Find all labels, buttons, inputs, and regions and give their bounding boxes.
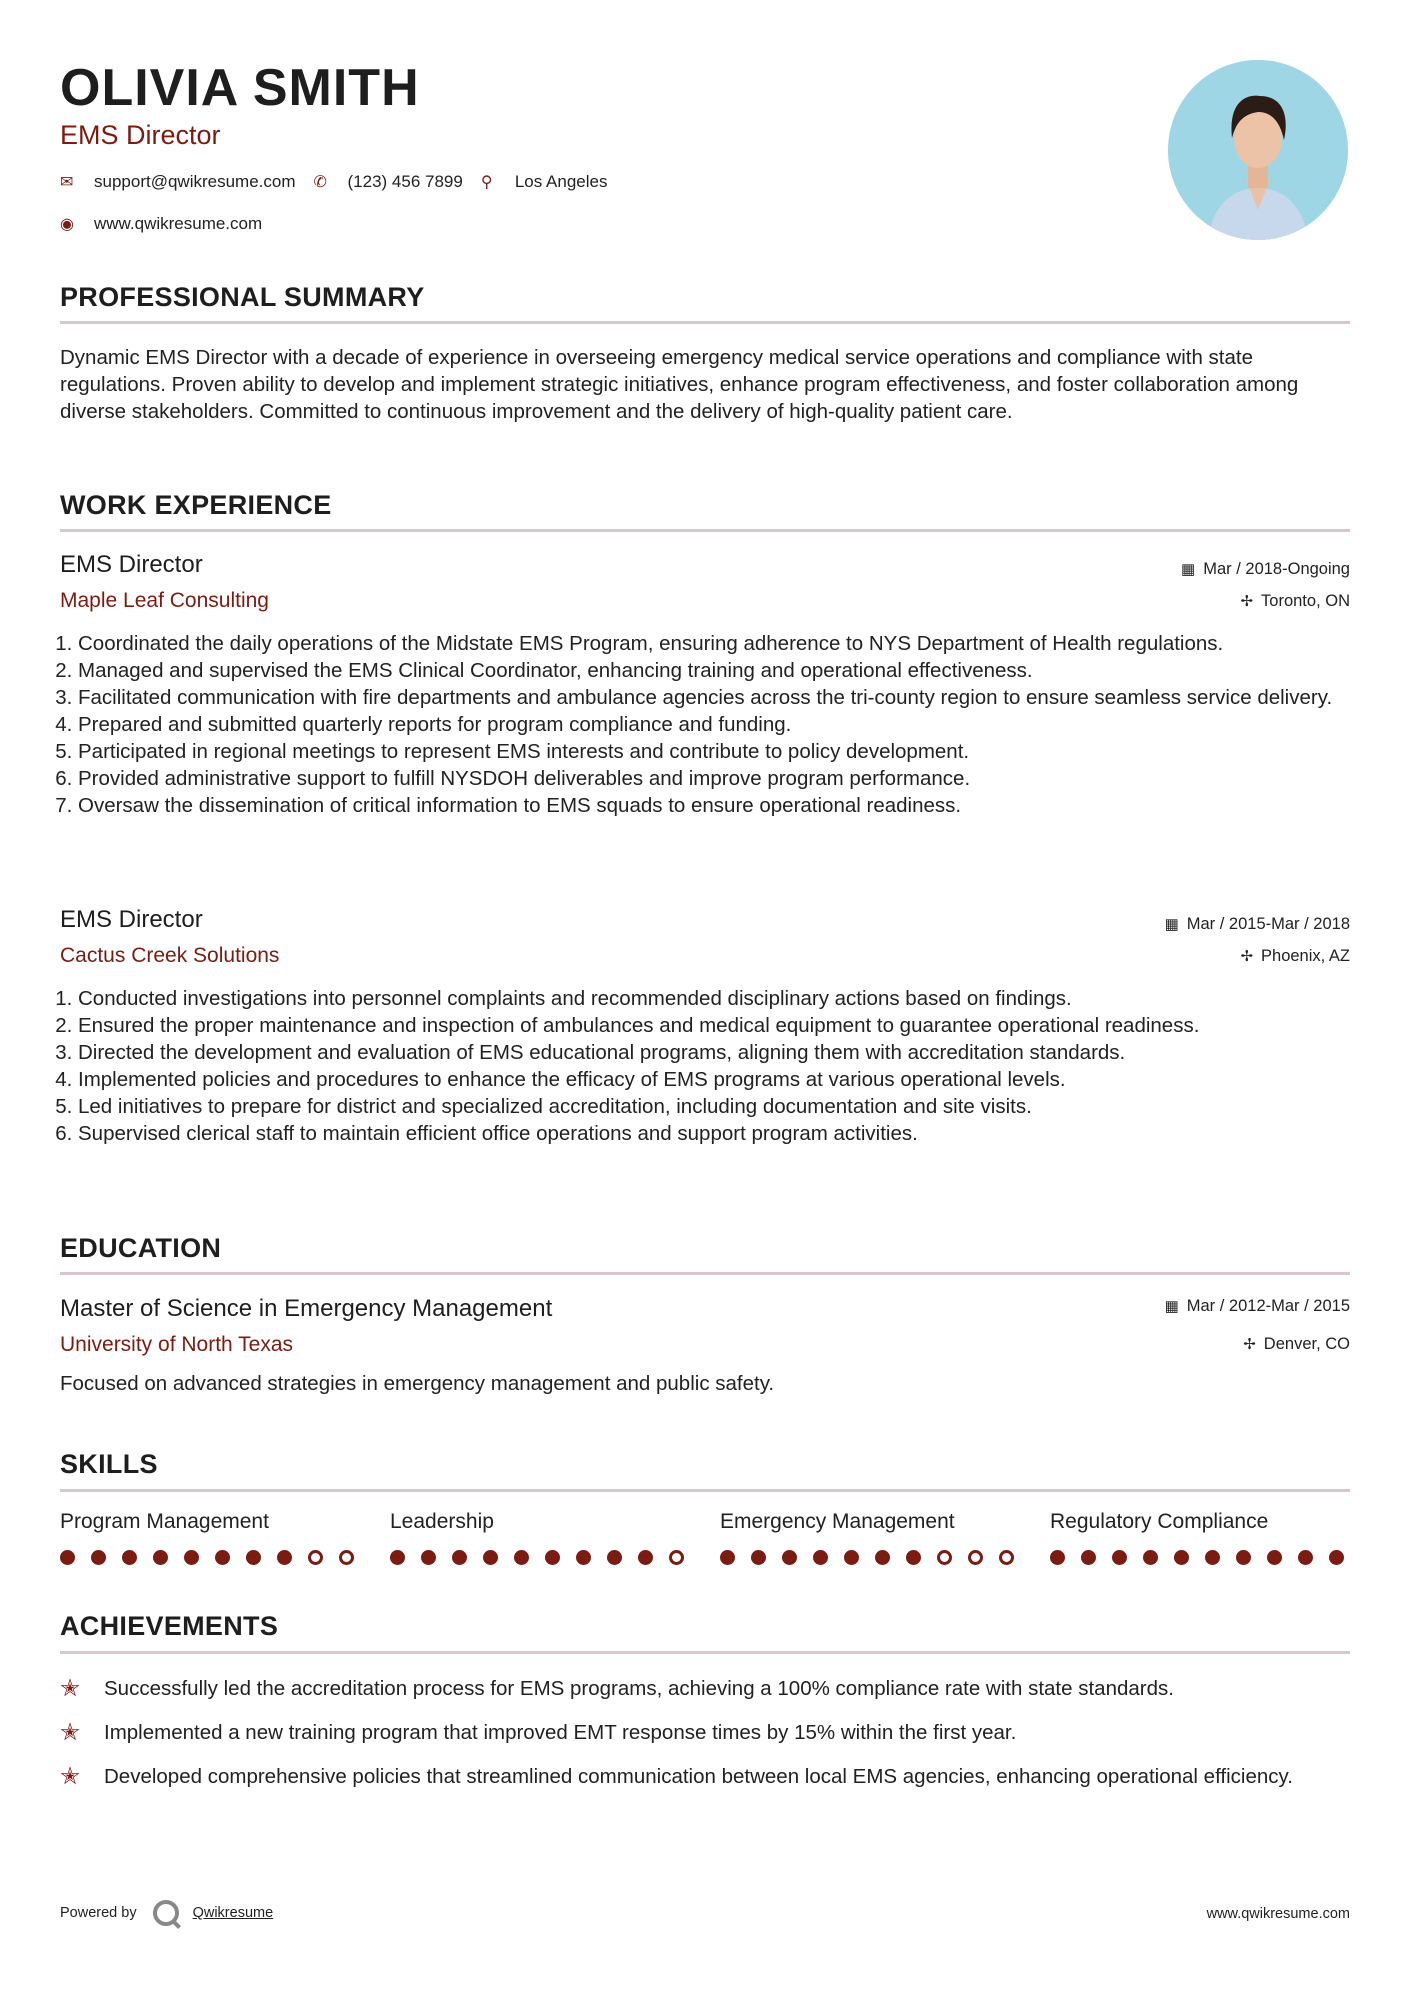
rating-dot-filled — [906, 1550, 921, 1565]
skill-name: Emergency Management — [720, 1510, 955, 1533]
rating-dot-filled — [720, 1550, 735, 1565]
rating-dot-filled — [91, 1550, 106, 1565]
list-item: 4. Implemented policies and procedures to enhance the efficacy of EMS programs at various operational levels. — [78, 1066, 1350, 1093]
rating-dot-filled — [184, 1550, 199, 1565]
phone-icon: ✆ — [313, 174, 327, 191]
rating-dot-filled — [1267, 1550, 1282, 1565]
achievements-divider — [60, 1651, 1350, 1654]
achievement-item — [60, 1675, 1350, 1702]
list-item: 7. Oversaw the dissemination of critical information to EMS squads to ensure operational readiness. — [78, 792, 1350, 819]
skill-regulatory-compliance — [1050, 1510, 1350, 1534]
footer-branding — [60, 1900, 273, 1926]
calendar-icon: ▦ — [1164, 1298, 1179, 1315]
job-2-company: Cactus Creek Solutions — [60, 944, 280, 967]
job-1-dates-text: Mar / 2018-Ongoing — [1203, 560, 1350, 578]
candidate-role: EMS Director — [60, 120, 221, 150]
skill-rating-dots — [60, 1550, 370, 1565]
rating-dot-empty — [937, 1550, 952, 1565]
job-1-company: Maple Leaf Consulting — [60, 589, 269, 612]
rating-dot-filled — [514, 1550, 529, 1565]
job-2-dates-text: Mar / 2015-Mar / 2018 — [1186, 915, 1350, 933]
footer-website[interactable]: www.qwikresume.com — [1206, 1906, 1350, 1922]
rating-dot-empty — [999, 1550, 1014, 1565]
education-school: University of North Texas — [60, 1333, 294, 1356]
summary-heading: PROFESSIONAL SUMMARY — [60, 282, 425, 312]
rating-dot-filled — [1298, 1550, 1313, 1565]
profile-photo — [1168, 60, 1348, 240]
rating-dot-empty — [669, 1550, 684, 1565]
calendar-icon: ▦ — [1181, 561, 1196, 578]
skills-divider — [60, 1489, 1350, 1492]
rating-dot-filled — [1081, 1550, 1096, 1565]
rating-dot-filled — [1329, 1550, 1344, 1565]
star-icon: ✭ — [60, 1763, 81, 1790]
achievement-text: Successfully led the accreditation process for EMS programs, achieving a 100% compliance rate with state standards. — [104, 1677, 1174, 1700]
rating-dot-empty — [968, 1550, 983, 1565]
contact-website[interactable] — [60, 214, 262, 234]
pushpin-icon: ✢ — [1243, 1336, 1256, 1353]
contact-row-2 — [60, 214, 280, 234]
location-text: Los Angeles — [514, 172, 608, 191]
rating-dot-filled — [844, 1550, 859, 1565]
achievement-text: Implemented a new training program that improved EMT response times by 15% within the first year. — [104, 1721, 1017, 1744]
education-dates-text: Mar / 2012-Mar / 2015 — [1186, 1297, 1350, 1315]
candidate-name: OLIVIA SMITH — [60, 59, 420, 117]
rating-dot-filled — [1050, 1550, 1065, 1565]
achievements-heading: ACHIEVEMENTS — [60, 1611, 279, 1641]
achievement-text: Developed comprehensive policies that streamlined communication between local EMS agencies, enhancing operational efficiency. — [104, 1765, 1293, 1788]
education-description: Focused on advanced strategies in emergency management and public safety. — [60, 1372, 775, 1395]
job-2-location — [1240, 947, 1350, 966]
rating-dot-filled — [1236, 1550, 1251, 1565]
job-2-dates — [1165, 915, 1350, 934]
achievement-item — [60, 1719, 1350, 1746]
rating-dot-filled — [638, 1550, 653, 1565]
rating-dot-filled — [452, 1550, 467, 1565]
education-location-text: Denver, CO — [1263, 1335, 1350, 1353]
job-2-bullets — [60, 985, 1350, 1147]
list-item: 5. Led initiatives to prepare for district and specialized accreditation, including documentation and site visits. — [78, 1093, 1350, 1120]
job-1-title: EMS Director — [60, 551, 203, 578]
rating-dot-filled — [277, 1550, 292, 1565]
star-icon: ✭ — [60, 1719, 81, 1746]
brand-link[interactable]: Qwikresume — [192, 1905, 274, 1921]
pushpin-icon: ✢ — [1240, 593, 1254, 610]
rating-dot-filled — [545, 1550, 560, 1565]
education-degree: Master of Science in Emergency Management — [60, 1295, 553, 1322]
list-item: 2. Managed and supervised the EMS Clinical Coordinator, enhancing training and operational effectiveness. — [78, 657, 1350, 684]
list-item: 2. Ensured the proper maintenance and inspection of ambulances and medical equipment to guarantee operational readiness. — [78, 1012, 1350, 1039]
resume-page — [60, 0, 1350, 1990]
rating-dot-filled — [215, 1550, 230, 1565]
education-dates — [1165, 1297, 1350, 1316]
rating-dot-filled — [782, 1550, 797, 1565]
rating-dot-filled — [813, 1550, 828, 1565]
education-location — [1243, 1335, 1350, 1354]
rating-dot-filled — [60, 1550, 75, 1565]
list-item: 3. Facilitated communication with fire departments and ambulance agencies across the tri-county region to ensure seamless service delivery. — [78, 684, 1350, 711]
contact-email[interactable] — [60, 172, 296, 192]
skill-name: Leadership — [390, 1510, 494, 1533]
powered-by-label: Powered by — [60, 1905, 137, 1921]
skill-emergency-management — [720, 1510, 1020, 1534]
list-item: 5. Participated in regional meetings to represent EMS interests and contribute to policy development. — [78, 738, 1350, 765]
rating-dot-filled — [421, 1550, 436, 1565]
job-1-location — [1240, 592, 1350, 611]
skill-leadership — [390, 1510, 690, 1534]
rating-dot-filled — [483, 1550, 498, 1565]
list-item: 3. Directed the development and evaluation of EMS educational programs, aligning them with accreditation standards. — [78, 1039, 1350, 1066]
rating-dot-filled — [576, 1550, 591, 1565]
rating-dot-filled — [1143, 1550, 1158, 1565]
skill-name: Program Management — [60, 1510, 269, 1533]
list-item: 4. Prepared and submitted quarterly reports for program compliance and funding. — [78, 711, 1350, 738]
job-1-dates — [1181, 560, 1350, 579]
list-item: 1. Conducted investigations into personnel complaints and recommended disciplinary actions based on findings. — [78, 985, 1350, 1012]
rating-dot-filled — [1112, 1550, 1127, 1565]
globe-icon: ◉ — [60, 216, 74, 233]
pushpin-icon: ✢ — [1240, 948, 1254, 965]
job-1-bullets — [60, 630, 1350, 819]
experience-divider — [60, 529, 1350, 532]
job-2-location-text: Phoenix, AZ — [1261, 947, 1350, 965]
summary-text: Dynamic EMS Director with a decade of experience in overseeing emergency medical service operations and compliance with state regulations. Proven ability to develop and implement strategic initiatives, enhance program effectiveness, and foster collaboration among diverse stakeholders. Committed to continuous improvement and the delivery of high-quality patient care. — [60, 346, 1299, 423]
website-text: www.qwikresume.com — [94, 214, 263, 233]
skill-rating-dots — [390, 1550, 700, 1565]
rating-dot-filled — [607, 1550, 622, 1565]
map-pin-icon: ⚲ — [480, 174, 493, 191]
contact-phone — [314, 172, 463, 192]
envelope-icon: ✉ — [60, 174, 74, 191]
rating-dot-filled — [246, 1550, 261, 1565]
calendar-icon: ▦ — [1164, 916, 1179, 933]
skill-program-management — [60, 1510, 360, 1534]
rating-dot-filled — [122, 1550, 137, 1565]
contact-row-1 — [60, 172, 625, 192]
rating-dot-filled — [751, 1550, 766, 1565]
email-text: support@qwikresume.com — [94, 172, 296, 191]
qwikresume-logo-icon — [153, 1900, 179, 1926]
achievement-item — [60, 1763, 1350, 1790]
rating-dot-filled — [1174, 1550, 1189, 1565]
job-1-location-text: Toronto, ON — [1261, 592, 1350, 610]
list-item: 6. Supervised clerical staff to maintain efficient office operations and support program activities. — [78, 1120, 1350, 1147]
rating-dot-empty — [308, 1550, 323, 1565]
phone-text: (123) 456 7899 — [347, 172, 463, 191]
star-icon: ✭ — [60, 1675, 81, 1702]
job-2-title: EMS Director — [60, 906, 203, 933]
skill-rating-dots — [720, 1550, 1030, 1565]
skill-rating-dots — [1050, 1550, 1360, 1565]
rating-dot-filled — [390, 1550, 405, 1565]
experience-heading: WORK EXPERIENCE — [60, 490, 332, 520]
rating-dot-filled — [153, 1550, 168, 1565]
skill-name: Regulatory Compliance — [1050, 1510, 1269, 1533]
rating-dot-empty — [339, 1550, 354, 1565]
education-divider — [60, 1272, 1350, 1275]
contact-location — [481, 172, 608, 192]
summary-divider — [60, 321, 1350, 324]
list-item: 1. Coordinated the daily operations of the Midstate EMS Program, ensuring adherence to NYS Department of Health regulations. — [78, 630, 1350, 657]
education-heading: EDUCATION — [60, 1233, 222, 1263]
list-item: 6. Provided administrative support to fulfill NYSDOH deliverables and improve program performance. — [78, 765, 1350, 792]
rating-dot-filled — [1205, 1550, 1220, 1565]
skills-heading: SKILLS — [60, 1449, 158, 1479]
portrait-illustration — [1168, 60, 1348, 240]
rating-dot-filled — [875, 1550, 890, 1565]
